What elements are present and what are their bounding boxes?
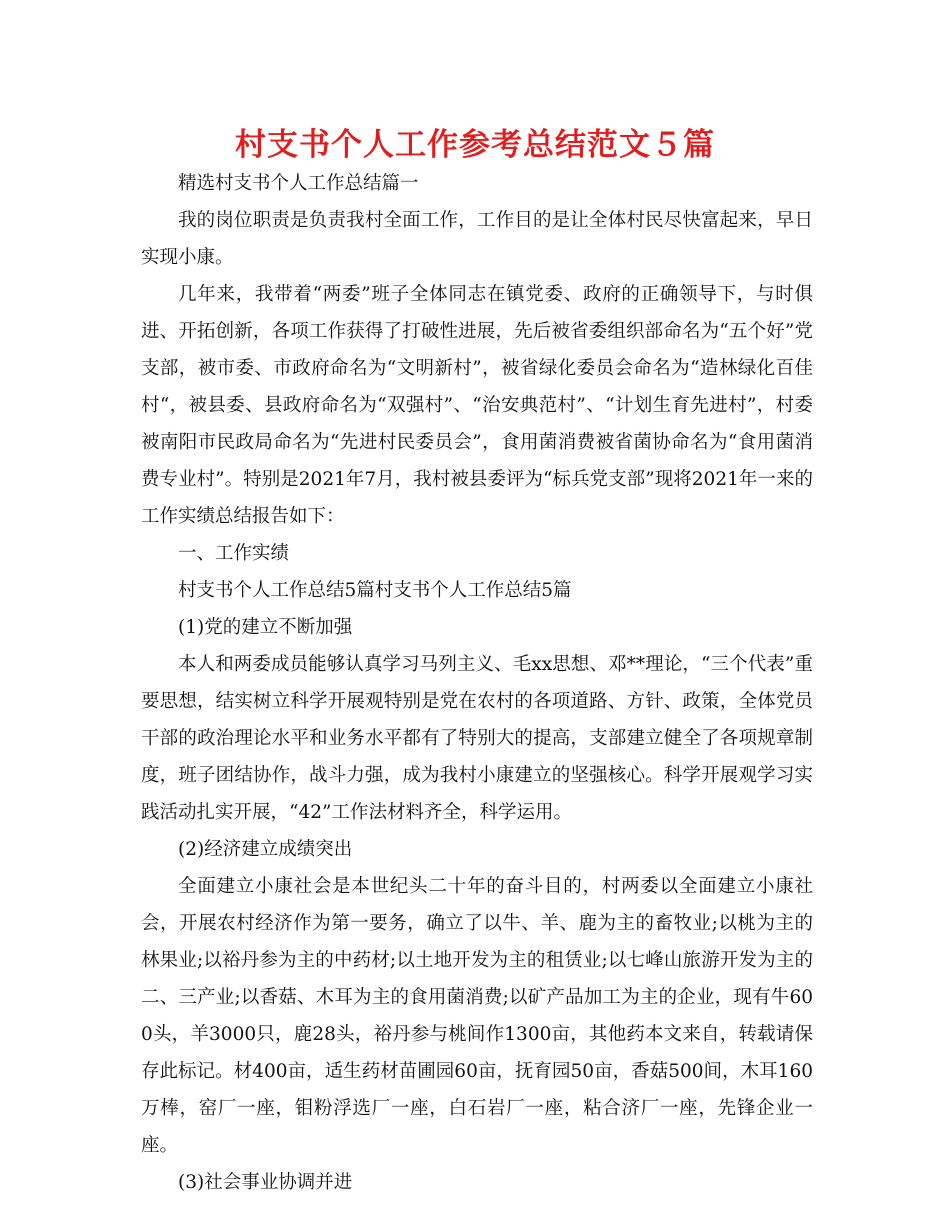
paragraph-repeated-title: 村支书个人工作总结5篇村支书个人工作总结5篇 <box>178 580 572 601</box>
section-subtitle: 精选村支书个人工作总结篇一 <box>178 173 419 194</box>
subheading-social-affairs: (3)社会事业协调并进 <box>178 1172 353 1193</box>
paragraph-economy: 全面建立小康社会是本世纪头二十年的奋斗目的，村两委以全面建立小康社会，开展农村经济作为第一要务，确立了以牛、羊、鹿为主的畜牧业;以桃为主的林果业;以裕丹参为主的中药材;以土地开发为主的租赁业;以七峰山旅游开发为主的二、三产业;以香菇、木耳为主的食用菌消费;以矿产品加工为主的企业，现有牛600头，羊3000只，鹿28头，裕丹参与桃间作1300亩，其他药本文来自，转载请保存此标记。材400亩，适生药材苗圃园60亩，抚育园50亩，香菇500间，木耳160万棒，窑厂一座，钼粉浮选厂一座，白石岩厂一座，粘合济厂一座，先锋企业一座。 <box>141 876 813 1156</box>
paragraph-party-building: 本人和两委成员能够认真学习马列主义、毛xx思想、邓**理论，“三个代表”重要思想，结实树立科学开展观特别是党在农村的各项道路、方针、政策，全体党员干部的政治理论水平和业务水平都有了特别大的提高，支部建立健全了各项规章制度，班子团结协作，战斗力强，成为我村小康建立的坚强核心。科学开展观学习实践活动扎实开展，“42”工作法材料齐全，科学运用。 <box>141 654 813 823</box>
subheading-party-building: (1)党的建立不断加强 <box>178 617 353 638</box>
subheading-economy: (2)经济建立成绩突出 <box>178 839 353 860</box>
paragraph-duties: 我的岗位职责是负责我村全面工作，工作目的是让全体村民尽快富起来，早日实现小康。 <box>141 210 813 268</box>
document-body <box>141 165 813 1201</box>
section-heading-work-results: 一、工作实绩 <box>178 543 290 564</box>
document-title: 村支书个人工作参考总结范文５篇 <box>235 127 715 163</box>
paragraph-achievements: 几年来，我带着“两委”班子全体同志在镇党委、政府的正确领导下，与时俱进、开拓创新，各项工作获得了打破性进展，先后被省委组织部命名为“五个好”党支部，被市委、市政府命名为“文明新村”，被省绿化委员会命名为“造林绿化百佳村“，被县委、县政府命名为“双强村”、“治安典范村”、“计划生育先进村”，村委被南阳市民政局命名为“先进村民委员会”，食用菌消费被省菌协命名为“食用菌消费专业村”。特别是2021年7月，我村被县委评为“标兵党支部”现将2021年一来的工作实绩总结报告如下： <box>141 284 813 527</box>
